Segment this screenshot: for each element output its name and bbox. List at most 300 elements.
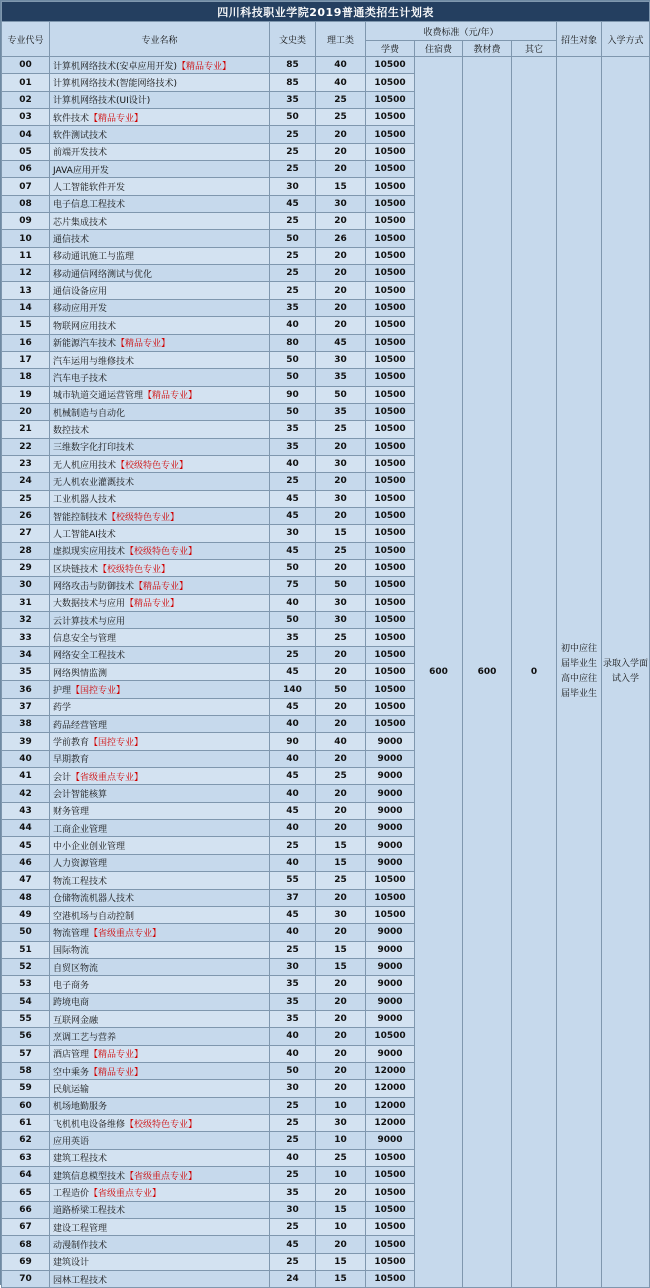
major-name-cell <box>50 455 270 472</box>
quota-li: 15 <box>316 1253 366 1270</box>
quota-wen: 50 <box>270 109 316 126</box>
major-code: 44 <box>2 820 50 837</box>
quota-wen: 50 <box>270 1062 316 1079</box>
quota-li: 35 <box>316 369 366 386</box>
major-name-cell <box>50 1271 270 1288</box>
quota-li: 20 <box>316 889 366 906</box>
major-name: 应用英语 <box>53 1136 90 1147</box>
major-code: 25 <box>2 490 50 507</box>
quota-li: 20 <box>316 126 366 143</box>
quota-li: 15 <box>316 178 366 195</box>
tuition-fee: 10500 <box>366 91 415 108</box>
quota-li: 15 <box>316 1201 366 1218</box>
quota-wen: 37 <box>270 889 316 906</box>
quota-li: 15 <box>316 941 366 958</box>
major-name-cell <box>50 646 270 663</box>
table-body <box>2 57 650 1288</box>
major-name: 汽车电子技术 <box>53 373 108 384</box>
major-name-cell <box>50 750 270 767</box>
tuition-fee: 9000 <box>366 802 415 819</box>
major-name-cell <box>50 1219 270 1236</box>
major-name-cell <box>50 57 270 74</box>
major-name: 烹调工艺与营养 <box>53 1032 117 1043</box>
major-name: 国际物流 <box>53 946 90 957</box>
tuition-fee: 10500 <box>366 698 415 715</box>
quota-li: 26 <box>316 230 366 247</box>
major-code: 58 <box>2 1062 50 1079</box>
tuition-fee: 10500 <box>366 57 415 74</box>
quota-wen: 90 <box>270 386 316 403</box>
quota-wen: 55 <box>270 872 316 889</box>
major-code: 46 <box>2 854 50 871</box>
tuition-fee: 10500 <box>366 143 415 160</box>
quota-li: 20 <box>316 750 366 767</box>
major-code: 17 <box>2 351 50 368</box>
quota-wen: 40 <box>270 854 316 871</box>
tuition-fee: 10500 <box>366 1028 415 1045</box>
major-name-cell <box>50 542 270 559</box>
tuition-fee: 10500 <box>366 542 415 559</box>
major-code: 69 <box>2 1253 50 1270</box>
major-name-cell <box>50 924 270 941</box>
major-tag: 【精品专业】 <box>116 339 171 350</box>
major-name-cell <box>50 1114 270 1131</box>
major-name: 建筑信息模型技术 <box>53 1171 126 1182</box>
quota-wen: 45 <box>270 507 316 524</box>
quota-wen: 40 <box>270 924 316 941</box>
tuition-fee: 10500 <box>366 577 415 594</box>
quota-wen: 80 <box>270 334 316 351</box>
quota-li: 50 <box>316 577 366 594</box>
tuition-fee: 10500 <box>366 247 415 264</box>
major-code: 07 <box>2 178 50 195</box>
quota-li: 20 <box>316 924 366 941</box>
major-name-cell <box>50 716 270 733</box>
major-code: 70 <box>2 1271 50 1288</box>
major-name: 无人机应用技术 <box>53 460 117 471</box>
quota-wen: 45 <box>270 664 316 681</box>
major-name: 网络舆情监测 <box>53 668 108 679</box>
major-name-cell <box>50 1184 270 1201</box>
major-name-cell <box>50 837 270 854</box>
quota-wen: 25 <box>270 247 316 264</box>
tuition-fee: 10500 <box>366 646 415 663</box>
tuition-fee: 10500 <box>366 525 415 542</box>
major-code: 01 <box>2 74 50 91</box>
quota-wen: 25 <box>270 1097 316 1114</box>
major-name: 虚拟现实应用技术 <box>53 547 126 558</box>
major-name-cell <box>50 178 270 195</box>
tuition-fee: 10500 <box>366 1253 415 1270</box>
quota-li: 25 <box>316 91 366 108</box>
major-name-cell <box>50 594 270 611</box>
major-name-cell <box>50 195 270 212</box>
quota-wen: 35 <box>270 91 316 108</box>
major-name-cell <box>50 351 270 368</box>
major-name: 物联网应用技术 <box>53 321 117 332</box>
major-name-cell <box>50 559 270 576</box>
quota-wen: 40 <box>270 1045 316 1062</box>
quota-li: 40 <box>316 74 366 91</box>
major-code: 30 <box>2 577 50 594</box>
major-code: 24 <box>2 473 50 490</box>
quota-li: 20 <box>316 976 366 993</box>
major-code: 63 <box>2 1149 50 1166</box>
tuition-fee: 9000 <box>366 750 415 767</box>
major-name: 动漫制作技术 <box>53 1241 108 1252</box>
tuition-fee: 10500 <box>366 559 415 576</box>
tuition-fee: 10500 <box>366 421 415 438</box>
tuition-fee: 10500 <box>366 629 415 646</box>
major-name-cell <box>50 629 270 646</box>
major-name-cell <box>50 1167 270 1184</box>
quota-wen: 25 <box>270 1219 316 1236</box>
major-name: 新能源汽车技术 <box>53 339 117 350</box>
quota-wen: 40 <box>270 594 316 611</box>
quota-li: 20 <box>316 265 366 282</box>
other-fee: 0 <box>512 57 557 1288</box>
quota-li: 20 <box>316 299 366 316</box>
quota-li: 20 <box>316 1028 366 1045</box>
quota-wen: 30 <box>270 1201 316 1218</box>
major-code: 15 <box>2 317 50 334</box>
major-name: 建筑设计 <box>53 1258 90 1269</box>
major-name: 人工智能软件开发 <box>53 183 126 194</box>
major-name-cell <box>50 941 270 958</box>
major-tag: 【精品专业】 <box>89 1067 144 1078</box>
major-name-cell <box>50 507 270 524</box>
major-name-cell <box>50 1028 270 1045</box>
tuition-fee: 12000 <box>366 1080 415 1097</box>
quota-wen: 25 <box>270 473 316 490</box>
major-name-cell <box>50 369 270 386</box>
major-code: 50 <box>2 924 50 941</box>
header-li: 理工类 <box>316 22 366 57</box>
tuition-fee: 10500 <box>366 334 415 351</box>
quota-wen: 50 <box>270 403 316 420</box>
major-name-cell <box>50 1236 270 1253</box>
major-name: 前端开发技术 <box>53 148 108 159</box>
quota-wen: 50 <box>270 230 316 247</box>
quota-li: 30 <box>316 594 366 611</box>
major-tag: 【省级重点专业】 <box>89 928 162 939</box>
tuition-fee: 12000 <box>366 1062 415 1079</box>
quota-wen: 40 <box>270 785 316 802</box>
major-name: 民航运输 <box>53 1084 90 1095</box>
admission-method: 录取入学面试入学 <box>602 57 650 1288</box>
major-name-cell <box>50 1132 270 1149</box>
tuition-fee: 10500 <box>366 126 415 143</box>
major-name-cell <box>50 872 270 889</box>
tuition-fee: 10500 <box>366 195 415 212</box>
major-tag: 【精品专业】 <box>143 391 198 402</box>
quota-li: 15 <box>316 525 366 542</box>
major-code: 20 <box>2 403 50 420</box>
tuition-fee: 10500 <box>366 872 415 889</box>
quota-wen: 40 <box>270 820 316 837</box>
major-name-cell <box>50 265 270 282</box>
major-name-cell <box>50 785 270 802</box>
header-target: 招生对象 <box>557 22 602 57</box>
major-name-cell <box>50 282 270 299</box>
tuition-fee: 10500 <box>366 1184 415 1201</box>
major-name-cell <box>50 698 270 715</box>
major-name-cell <box>50 247 270 264</box>
major-name: 智能控制技术 <box>53 512 108 523</box>
major-code: 22 <box>2 438 50 455</box>
tuition-fee: 10500 <box>366 299 415 316</box>
tuition-fee: 10500 <box>366 1219 415 1236</box>
quota-wen: 35 <box>270 421 316 438</box>
quota-li: 20 <box>316 473 366 490</box>
major-code: 12 <box>2 265 50 282</box>
major-name: 工程造价 <box>53 1189 90 1200</box>
quota-li: 20 <box>316 802 366 819</box>
major-code: 65 <box>2 1184 50 1201</box>
major-name: 药品经营管理 <box>53 720 108 731</box>
major-name: 网络安全工程技术 <box>53 651 126 662</box>
header-wen: 文史类 <box>270 22 316 57</box>
tuition-fee: 9000 <box>366 785 415 802</box>
major-name-cell <box>50 109 270 126</box>
tuition-fee: 10500 <box>366 1271 415 1288</box>
major-name-cell <box>50 1062 270 1079</box>
quota-wen: 40 <box>270 1028 316 1045</box>
major-name: 网络攻击与防御技术 <box>53 581 135 592</box>
quota-wen: 35 <box>270 1010 316 1027</box>
quota-li: 30 <box>316 906 366 923</box>
major-name: 药学 <box>53 703 72 714</box>
tuition-fee: 9000 <box>366 941 415 958</box>
quota-wen: 24 <box>270 1271 316 1288</box>
major-name: 城市轨道交通运营管理 <box>53 391 144 402</box>
major-name: 大数据技术与应用 <box>53 599 126 610</box>
tuition-fee: 10500 <box>366 438 415 455</box>
tuition-fee: 10500 <box>366 369 415 386</box>
quota-wen: 40 <box>270 750 316 767</box>
major-code: 08 <box>2 195 50 212</box>
quota-wen: 25 <box>270 143 316 160</box>
quota-wen: 50 <box>270 369 316 386</box>
major-name-cell <box>50 126 270 143</box>
quota-wen: 40 <box>270 317 316 334</box>
major-code: 33 <box>2 629 50 646</box>
major-code: 13 <box>2 282 50 299</box>
tuition-fee: 10500 <box>366 889 415 906</box>
major-code: 53 <box>2 976 50 993</box>
quota-wen: 35 <box>270 976 316 993</box>
quota-li: 25 <box>316 421 366 438</box>
quota-wen: 25 <box>270 646 316 663</box>
quota-li: 30 <box>316 1114 366 1131</box>
major-code: 60 <box>2 1097 50 1114</box>
major-name: 汽车运用与维修技术 <box>53 356 135 367</box>
quota-li: 20 <box>316 1045 366 1062</box>
major-name-cell <box>50 525 270 542</box>
quota-li: 25 <box>316 629 366 646</box>
quota-wen: 45 <box>270 802 316 819</box>
quota-wen: 35 <box>270 629 316 646</box>
quota-wen: 25 <box>270 1132 316 1149</box>
quota-li: 20 <box>316 507 366 524</box>
major-name: 移动通信网络测试与优化 <box>53 269 153 280</box>
major-code: 11 <box>2 247 50 264</box>
quota-li: 20 <box>316 785 366 802</box>
major-name-cell <box>50 403 270 420</box>
major-name: 工商企业管理 <box>53 824 108 835</box>
quota-wen: 30 <box>270 525 316 542</box>
tuition-fee: 10500 <box>366 664 415 681</box>
major-tag: 【校级特色专业】 <box>107 512 180 523</box>
major-code: 43 <box>2 802 50 819</box>
quota-li: 10 <box>316 1219 366 1236</box>
major-name: 云计算技术与应用 <box>53 616 126 627</box>
quota-wen: 45 <box>270 1236 316 1253</box>
major-name: 软件技术 <box>53 113 90 124</box>
major-name-cell <box>50 854 270 871</box>
quota-wen: 25 <box>270 1114 316 1131</box>
quota-wen: 35 <box>270 1184 316 1201</box>
tuition-fee: 10500 <box>366 1236 415 1253</box>
major-name-cell <box>50 993 270 1010</box>
header-tuition: 学费 <box>366 41 415 57</box>
quota-li: 20 <box>316 1184 366 1201</box>
tuition-fee: 10500 <box>366 265 415 282</box>
major-name-cell <box>50 1010 270 1027</box>
major-code: 14 <box>2 299 50 316</box>
quota-li: 20 <box>316 438 366 455</box>
enrollment-table <box>1 1 650 1288</box>
major-name-cell <box>50 958 270 975</box>
tuition-fee: 10500 <box>366 507 415 524</box>
major-tag: 【校级特色专业】 <box>125 547 198 558</box>
header-code: 专业代号 <box>2 22 50 57</box>
major-code: 39 <box>2 733 50 750</box>
major-code: 67 <box>2 1219 50 1236</box>
quota-li: 30 <box>316 490 366 507</box>
major-name-cell <box>50 1149 270 1166</box>
major-name: 空中乘务 <box>53 1067 90 1078</box>
major-name: 人力资源管理 <box>53 859 108 870</box>
major-name: 无人机农业灌溉技术 <box>53 477 135 488</box>
header-books: 教材费 <box>463 41 512 57</box>
major-name: 数控技术 <box>53 425 90 436</box>
quota-wen: 45 <box>270 698 316 715</box>
major-code: 64 <box>2 1167 50 1184</box>
major-code: 38 <box>2 716 50 733</box>
tuition-fee: 10500 <box>366 1167 415 1184</box>
major-code: 61 <box>2 1114 50 1131</box>
quota-li: 30 <box>316 195 366 212</box>
major-name: 物流管理 <box>53 928 90 939</box>
header-admission: 入学方式 <box>602 22 650 57</box>
major-name: 人工智能AI技术 <box>53 529 116 540</box>
tuition-fee: 10500 <box>366 161 415 178</box>
tuition-fee: 9000 <box>366 854 415 871</box>
tuition-fee: 9000 <box>366 1132 415 1149</box>
major-name: 计算机网络技术(UI设计) <box>53 96 151 107</box>
quota-wen: 40 <box>270 1149 316 1166</box>
quota-li: 20 <box>316 646 366 663</box>
major-name: 电子信息工程技术 <box>53 200 126 211</box>
major-name-cell <box>50 820 270 837</box>
tuition-fee: 9000 <box>366 924 415 941</box>
quota-wen: 90 <box>270 733 316 750</box>
major-name: 移动通讯施工与监理 <box>53 252 135 263</box>
quota-li: 15 <box>316 958 366 975</box>
tuition-fee: 9000 <box>366 768 415 785</box>
quota-wen: 25 <box>270 941 316 958</box>
major-tag: 【省级重点专业】 <box>89 1189 162 1200</box>
quota-wen: 45 <box>270 906 316 923</box>
quota-wen: 25 <box>270 1167 316 1184</box>
major-name: 互联网金融 <box>53 1015 99 1026</box>
quota-li: 20 <box>316 716 366 733</box>
major-code: 00 <box>2 57 50 74</box>
tuition-fee: 10500 <box>366 386 415 403</box>
major-tag: 【校级特色专业】 <box>98 564 171 575</box>
major-name-cell <box>50 213 270 230</box>
major-code: 09 <box>2 213 50 230</box>
quota-li: 15 <box>316 1271 366 1288</box>
quota-li: 30 <box>316 351 366 368</box>
tuition-fee: 10500 <box>366 1201 415 1218</box>
tuition-fee: 10500 <box>366 178 415 195</box>
quota-wen: 25 <box>270 837 316 854</box>
major-name: 工业机器人技术 <box>53 495 117 506</box>
major-code: 29 <box>2 559 50 576</box>
major-name-cell <box>50 889 270 906</box>
header-fees-group: 收费标准（元/年） <box>366 22 557 41</box>
major-tag: 【精品专业】 <box>177 61 232 72</box>
quota-wen: 50 <box>270 351 316 368</box>
major-code: 62 <box>2 1132 50 1149</box>
quota-li: 20 <box>316 1236 366 1253</box>
major-name-cell <box>50 317 270 334</box>
major-name: 物流工程技术 <box>53 876 108 887</box>
major-name-cell <box>50 421 270 438</box>
major-name-cell <box>50 74 270 91</box>
tuition-fee: 12000 <box>366 1114 415 1131</box>
quota-wen: 30 <box>270 1080 316 1097</box>
major-name: JAVA应用开发 <box>53 165 109 176</box>
major-name: 计算机网络技术(安卓应用开发) <box>53 61 178 72</box>
table-title: 四川科技职业学院2019普通类招生计划表 <box>2 2 650 22</box>
major-tag: 【国控专业】 <box>89 738 144 749</box>
major-code: 18 <box>2 369 50 386</box>
major-name: 空港机场与自动控制 <box>53 911 135 922</box>
quota-wen: 25 <box>270 213 316 230</box>
tuition-fee: 9000 <box>366 837 415 854</box>
major-name-cell <box>50 802 270 819</box>
major-code: 32 <box>2 612 50 629</box>
quota-wen: 25 <box>270 282 316 299</box>
major-code: 34 <box>2 646 50 663</box>
tuition-fee: 12000 <box>366 1097 415 1114</box>
quota-li: 20 <box>316 993 366 1010</box>
tuition-fee: 10500 <box>366 403 415 420</box>
quota-li: 15 <box>316 854 366 871</box>
tuition-fee: 10500 <box>366 612 415 629</box>
major-name-cell <box>50 230 270 247</box>
major-name: 计算机网络技术(智能网络技术) <box>53 79 178 90</box>
major-name: 道路桥梁工程技术 <box>53 1206 126 1217</box>
major-code: 19 <box>2 386 50 403</box>
major-tag: 【国控专业】 <box>71 686 126 697</box>
major-name-cell <box>50 768 270 785</box>
quota-li: 20 <box>316 317 366 334</box>
tuition-fee: 10500 <box>366 490 415 507</box>
